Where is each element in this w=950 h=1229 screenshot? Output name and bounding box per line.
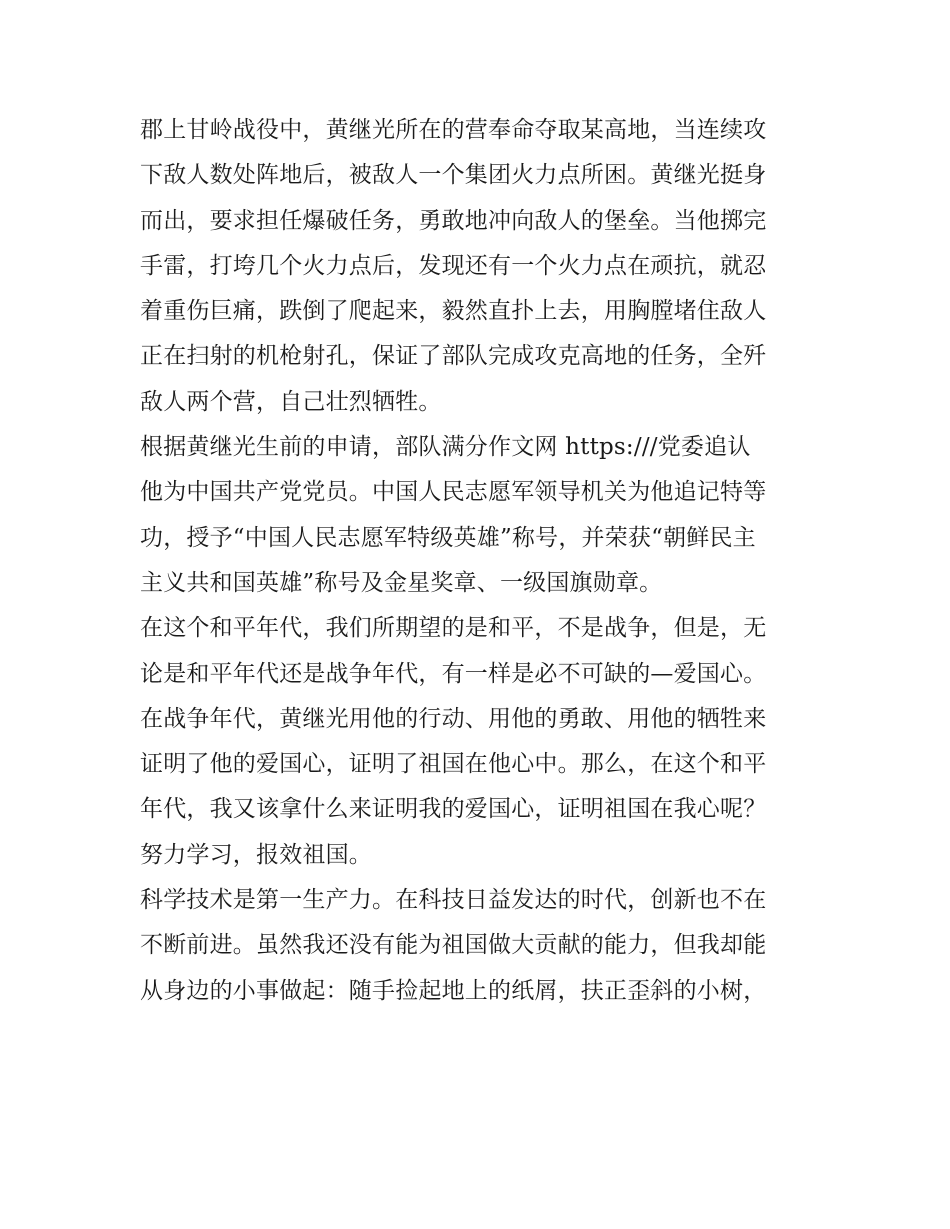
paragraph-1: 郡上甘岭战役中，黄继光所在的营奉命夺取某高地，当连续攻 下敌人数处阵地后，被敌人一个集团火力点所困。黄继光挺身 而出，要求担任爆破任务，勇敢地冲向敌人的堡垒。当他掷完 手雷，打垮几个火力点后，发现还有一个火力点在顽抗，就忍 着重伤巨痛，跌倒了爬起来，毅然直扑上去，用胸膛堵住敌人 正在扫射的机枪射孔，保证了部队完成攻克高地的任务，全歼 敌人两个营，自己壮烈牺牲。 xyxy=(140,117,767,415)
document-page xyxy=(140,108,830,1014)
paragraph-4: 科学技术是第一生产力。在科技日益发达的时代，创新也不在 不断前进。虽然我还没有能为祖国做大贡献的能力，但我却能 从身边的小事做起：随手捡起地上的纸屑，扶正歪斜的小树， xyxy=(140,887,767,1004)
paragraph-3: 在这个和平年代，我们所期望的是和平，不是战争，但是，无 论是和平年代还是战争年代，有一样是必不可缺的—爱国心。 在战争年代，黄继光用他的行动、用他的勇敢、用他的牺牲来 证明了他的爱国心，证明了祖国在他心中。那么，在这个和平 年代，我又该拿什么来证明我的爱国心，证明祖国在我心呢？ 努力学习，报效祖国。 xyxy=(140,615,767,868)
paragraph-2: 根据黄继光生前的申请，部队满分作文网 https:///党委追认 他为中国共产党党员。中国人民志愿军领导机关为他追记特等 功，授予“中国人民志愿军特级英雄”称号，并荣获“朝鲜民主 主义共和国英雄”称号及金星奖章、一级国旗勋章。 xyxy=(140,434,767,596)
